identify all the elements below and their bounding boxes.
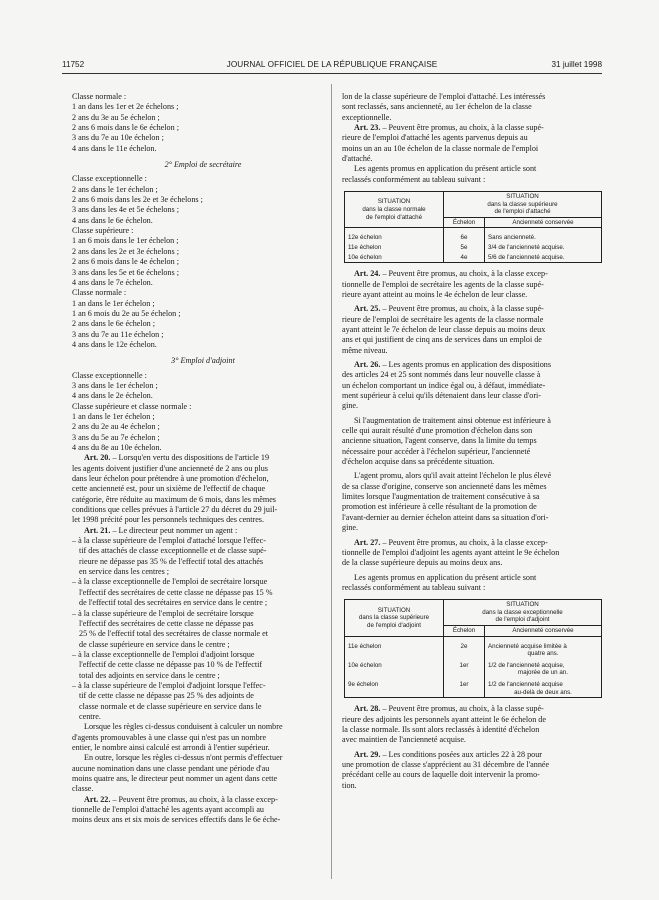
paragraph [342,471,604,533]
list [342,133,604,164]
text-line: 3 ans dans les 5e et 6e échelons ; [72,267,179,277]
article-text: – Lorsqu'en vertu des dispositions de l'article 19 [112,453,270,463]
article-24 [342,269,604,300]
text-line: 2 ans du 3e au 5e échelon ; [72,112,160,122]
article-label: Art. 24. [354,269,381,279]
right-column [342,92,604,791]
text-line: classe. [72,784,94,794]
list [342,280,604,301]
table-subheader: Échelon [444,626,485,637]
article-label: Art. 21. [84,525,111,535]
table-subheader: Ancienneté conservée [485,217,602,228]
table-row: 11e échelon 5e 3/4 de l'ancienneté acquise. [345,243,602,253]
page-header [62,60,602,74]
article-text: – Peuvent être promus, au choix, à la classe supé- [382,704,544,714]
text-line: reclassés conformément au tableau suivant : [342,174,486,184]
text-line: d'attaché. [342,154,373,164]
article-label: Art. 27. [354,537,381,547]
paragraph [342,164,604,185]
text-line: la classe normale. Ils sont alors reclassés à identité d'échelon [342,724,540,734]
text-line: 2 ans 6 mois dans le 4e échelon ; [72,257,179,267]
text-line: 1 an dans les 1er et 2e échelons ; [72,102,179,112]
article-text: – Peuvent être promus, au choix, à la classe excep- [382,537,548,547]
text-line: des articles 24 et 25 sont nommés dans leur nouvelle classe à [342,370,541,380]
text-line: ans et qui justifient de cinq ans de services dans un emploi de [342,335,542,345]
text-line: centre. [79,711,101,721]
text-line: l'avant-dernier au dernier échelon atteint dans sa situation d'ori- [342,512,549,522]
list-item [72,609,334,650]
list [72,236,334,288]
section-title: Classe normale : [72,288,127,298]
text-line: limites lorsque l'augmentation de traitement consécutive à sa [342,492,540,502]
text-line: 3 ans du 7e au 11e échelon ; [72,329,164,339]
text-line: moins quatre ans, le directeur peut nommer un agent dans cette [72,774,278,783]
left-column [72,92,334,826]
article-text: – Les agents promus en application des dispositions [382,360,552,369]
text-line: 1 an 6 mois du 2e au 5e échelon ; [72,308,181,318]
list [342,370,604,411]
article-28 [342,704,604,745]
text-line: conditions que celles prévues à l'article 27 du décret du 29 juil- [72,505,278,515]
article-label: Art. 22. [84,794,111,804]
list-item [72,681,334,722]
text-line: – à la classe supérieure de l'emploi de secrétaire lorsque [72,608,254,618]
text-line: exceptionnelle. [342,112,392,122]
text-line: rieure de l'emploi de secrétaire les agents de la classe normale [342,314,544,324]
text-line: En outre, lorsque les règles ci-dessus n'ont permis d'effectuer [84,753,283,763]
text-line: gine. [342,523,359,533]
text-line: rieure de l'emploi d'attaché les agents parvenus depuis au [342,133,528,143]
text-line: d'agents promouvables à une classe qui n'est pas un nombre [72,732,267,742]
table-row: 12e échelon 6e Sans ancienneté. [345,228,602,243]
article-20 [72,453,334,525]
text-line: 4 ans dans le 11e échelon. [72,143,157,153]
article-text: – Le directeur peut nommer un agent : [112,525,238,535]
dash-list [72,536,334,722]
section-title: Classe exceptionnelle : [72,370,147,380]
list-item [72,650,334,681]
article-label: Art. 26. [354,360,381,369]
table-header: SITUATION dans la classe supérieure de l'emploi d'attaché [444,192,602,218]
text-line: 3 ans du 5e au 7e échelon ; [72,432,160,442]
article-25 [342,304,604,356]
text-line: sont reclassés, sans ancienneté, au 1er échelon de la classe [342,102,532,112]
text-line: promotion est inférieure à celle résultant de la promotion de [342,502,537,512]
table-row: 10e échelon 4e 5/6 de l'ancienneté acquise. [345,253,602,263]
table-row: 10e échelon 1er 1/2 de l'ancienneté acquise, majorée de un an. [345,659,602,678]
text-line: reclassés conformément au tableau suivant : [342,582,486,592]
list-item [72,577,334,608]
text-line: lon de la classe supérieure de l'emploi d'attaché. Les intéressés [342,92,546,101]
article-text: – Peuvent être promus, au choix, à la classe excep- [382,269,548,279]
text-line: dans leur échelon pour prétendre à une promotion d'échelon, [72,474,269,484]
text-line: 2 ans dans le 1er échelon ; [72,184,158,194]
article-label: Art. 29. [354,749,381,759]
paragraph [342,573,604,594]
table-subheader: Ancienneté conservée [485,626,602,637]
text-line: 4 ans dans le 2e échelon. [72,391,153,401]
text-line: précédant celle au cours de laquelle doit intervenir la promo- [342,770,540,780]
section-heading: 3° Emploi d'adjoint [171,356,235,366]
article-27 [342,538,604,569]
text-line: aucune nomination dans une classe pendant une période d'au [72,763,270,773]
text-line: rieure des adjoints les personnels ayant atteint le 6e échelon de [342,714,546,724]
reclassement-table-adjoint [344,599,602,698]
text-line: 3 ans dans les 4e et 5e échelons ; [72,205,179,215]
article-22 [72,795,334,826]
text-line: tif de cette classe ne dépasse pas 25 % des adjoints de [79,691,254,701]
list [72,381,334,402]
text-line: Les agents promus en application du présent article sont [354,572,537,582]
article-text: – Peuvent être promus, au choix, à la classe supé- [382,304,544,314]
text-line: avec maintien de l'ancienneté acquise. [342,735,466,745]
journal-title: JOURNAL OFFICIEL DE LA RÉPUBLIQUE FRANÇAISE [226,60,438,69]
text-line: – à la classe exceptionnelle de l'emploi de secrétaire lorsque [72,577,268,587]
text-line: 4 ans du 8e au 10e échelon. [72,443,162,452]
text-line: classe normale et de classe supérieure en service dans le [79,701,262,711]
text-line: 3 ans du 7e au 10e échelon ; [72,133,164,143]
article-text: – Peuvent être promus, au choix, à la classe excep- [112,794,278,804]
article-text: – Peuvent être promus, au choix, à la classe supé- [382,123,544,133]
text-line: total des adjoints en service dans le centre ; [79,670,220,680]
section-heading: 2° Emploi de secrétaire [164,160,242,170]
text-line: de sa classe d'origine, conserve son ancienneté dans les mêmes [342,481,547,491]
list [342,760,604,791]
text-line: 2 ans 6 mois dans le 6e échelon ; [72,123,179,133]
article-label: Art. 25. [354,304,381,314]
text-line: catégorie, être réduite au maximum de 6 mois, dans les mêmes [72,494,276,504]
text-line: 3 ans dans le 1er échelon ; [72,380,158,390]
section-title: Classe normale : [72,92,127,101]
text-line: l'effectif des secrétaires de cette classe ne dépasse pas 15 % [79,587,273,597]
text-line: une promotion de classe s'apprécient au 31 décembre de l'année [342,759,550,769]
article-26 [342,360,604,412]
text-line: en service dans les centres ; [79,567,170,577]
text-line: moins deux ans et six mois de services effectifs dans le 6e éche- [72,815,281,825]
text-line: rieure ayant atteint au moins le 4e échelon de leur classe. [342,289,528,299]
table-row: 9e échelon 1er 1/2 de l'ancienneté acquise au-delà de deux ans. [345,678,602,698]
text-line: 1 an dans le 1er échelon ; [72,411,155,421]
list [72,805,334,826]
text-line: Les agents promus en application du présent article sont [354,164,537,174]
text-line: – à la classe supérieure de l'emploi d'attaché lorsque l'effec- [72,536,266,546]
text-line: moins un an au 10e échelon de la classe normale de l'emploi [342,143,539,153]
list [342,548,604,569]
paragraph [72,753,334,794]
text-line: tionnelle de l'emploi de secrétaire les agents de la classe supé- [342,279,544,289]
article-29 [342,750,604,791]
text-line: tionnelle de l'emploi d'attaché les agents ayant accompli au [72,805,264,815]
list [72,185,334,226]
text-line: de la classe supérieure depuis au moins deux ans. [342,558,503,568]
list [72,412,334,453]
text-line: ancienne situation, l'agent conserve, dans la limite du temps [342,436,537,446]
section-title: Classe supérieure : [72,226,134,236]
reclassement-table-attache [344,191,602,263]
text-line: tion. [342,780,357,790]
text-line: d'échelon acquise dans sa précédente situation. [342,457,495,467]
publication-date: 31 juillet 1998 [551,60,602,69]
text-line: même niveau. [342,345,388,355]
text-line: un échelon comportant un indice égal ou, à défaut, immédiate- [342,380,546,390]
text-line: Si l'augmentation de traitement ainsi obtenue est inférieure à [354,415,551,425]
text-line: l'effectif de cette classe ne dépasse pas 10 % de l'effectif [79,660,263,670]
table-header: SITUATION dans la classe normale de l'emploi d'attaché [345,192,444,228]
text-line: 4 ans dans le 6e échelon. [72,215,153,225]
text-line: de classe supérieure en service dans le centre ; [79,639,230,649]
text-line: les agents doivent justifier d'une ancienneté de 2 ans ou plus [72,463,268,473]
article-23 [342,123,604,164]
text-line: l'effectif des secrétaires de cette classe ne dépasse pas [79,618,254,628]
text-line: – à la classe exceptionnelle de l'emploi d'adjoint lorsque [72,649,255,659]
article-21 [72,526,334,723]
list [342,715,604,746]
text-line: entier, le nombre ainsi calculé est arrondi à l'entier supérieur. [72,742,270,752]
text-line: – à la classe supérieure de l'emploi d'adjoint lorsque l'effec- [72,680,266,690]
text-line: 4 ans dans le 7e échelon. [72,277,153,287]
list [72,102,334,154]
text-line: 4 ans dans le 12e échelon. [72,339,157,349]
text-line: let 1998 précité pour les personnels techniques des centres. [72,515,265,525]
text-line: nécessaire pour accéder à l'échelon supérieur, l'ancienneté [342,446,531,456]
text-line: 25 % de l'effectif total des secrétaires de classe normale et [79,629,269,639]
text-line: ayant atteint le 7e échelon de leur classe depuis au moins deux [342,324,546,334]
text-line: celle qui aurait résulté d'une promotion d'échelon dans son [342,426,533,436]
page-number: 11752 [62,60,85,69]
text-line: ment supérieur à celui qu'ils détenaient dans leur classe d'ori- [342,391,541,401]
table-row: 11e échelon 2e Ancienneté acquise limitée à quatre ans. [345,636,602,659]
list [342,92,604,123]
text-line: de l'effectif total des secrétaires en service dans le centre ; [79,598,268,608]
text-line: 2 ans dans le 6e échelon ; [72,319,156,329]
text-line: tionnelle de l'emploi d'adjoint les agents ayant atteint le 9e échelon [342,547,560,557]
text-line: 2 ans 6 mois dans les 2e et 3e échelons ; [72,195,203,205]
text-line: gine. [342,401,359,411]
article-label: Art. 23. [354,123,381,133]
section-title: Classe supérieure et classe normale : [72,401,192,411]
text-line: cette ancienneté est, pour un sixième de l'effectif de chaque [72,484,266,494]
table-subheader: Échelon [444,217,485,228]
text-line: 2 ans dans les 2e et 3e échelons ; [72,246,179,256]
paragraph [72,722,334,753]
text-line: Lorsque les règles ci-dessus conduisent à calculer un nombre [84,722,283,732]
table-header: SITUATION dans la classe exceptionnelle de l'emploi d'adjoint [444,600,602,626]
article-label: Art. 20. [84,453,111,463]
article-text: – Les conditions posées aux articles 22 à 28 pour [382,749,542,759]
table-header: SITUATION dans la classe supérieure de l'emploi d'adjoint [345,600,444,636]
list [72,299,334,351]
section-title: Classe exceptionnelle : [72,174,147,184]
text-line: tif des attachés de classe exceptionnelle et de classe supé- [79,546,267,556]
text-line: L'agent promu, alors qu'il avait atteint l'échelon le plus élevé [354,471,552,481]
text-line: 1 an 6 mois dans le 1er échelon ; [72,236,179,246]
paragraph [342,416,604,468]
list [342,315,604,356]
list [72,464,334,526]
text-line: rieure ne dépasse pas 35 % de l'effectif total des attachés [79,556,264,566]
list-item [72,536,334,577]
header-rule [62,73,602,74]
article-label: Art. 28. [354,704,381,714]
text-line: 1 an dans le 1er échelon ; [72,298,155,308]
text-line: 2 ans du 2e au 4e échelon ; [72,422,160,432]
